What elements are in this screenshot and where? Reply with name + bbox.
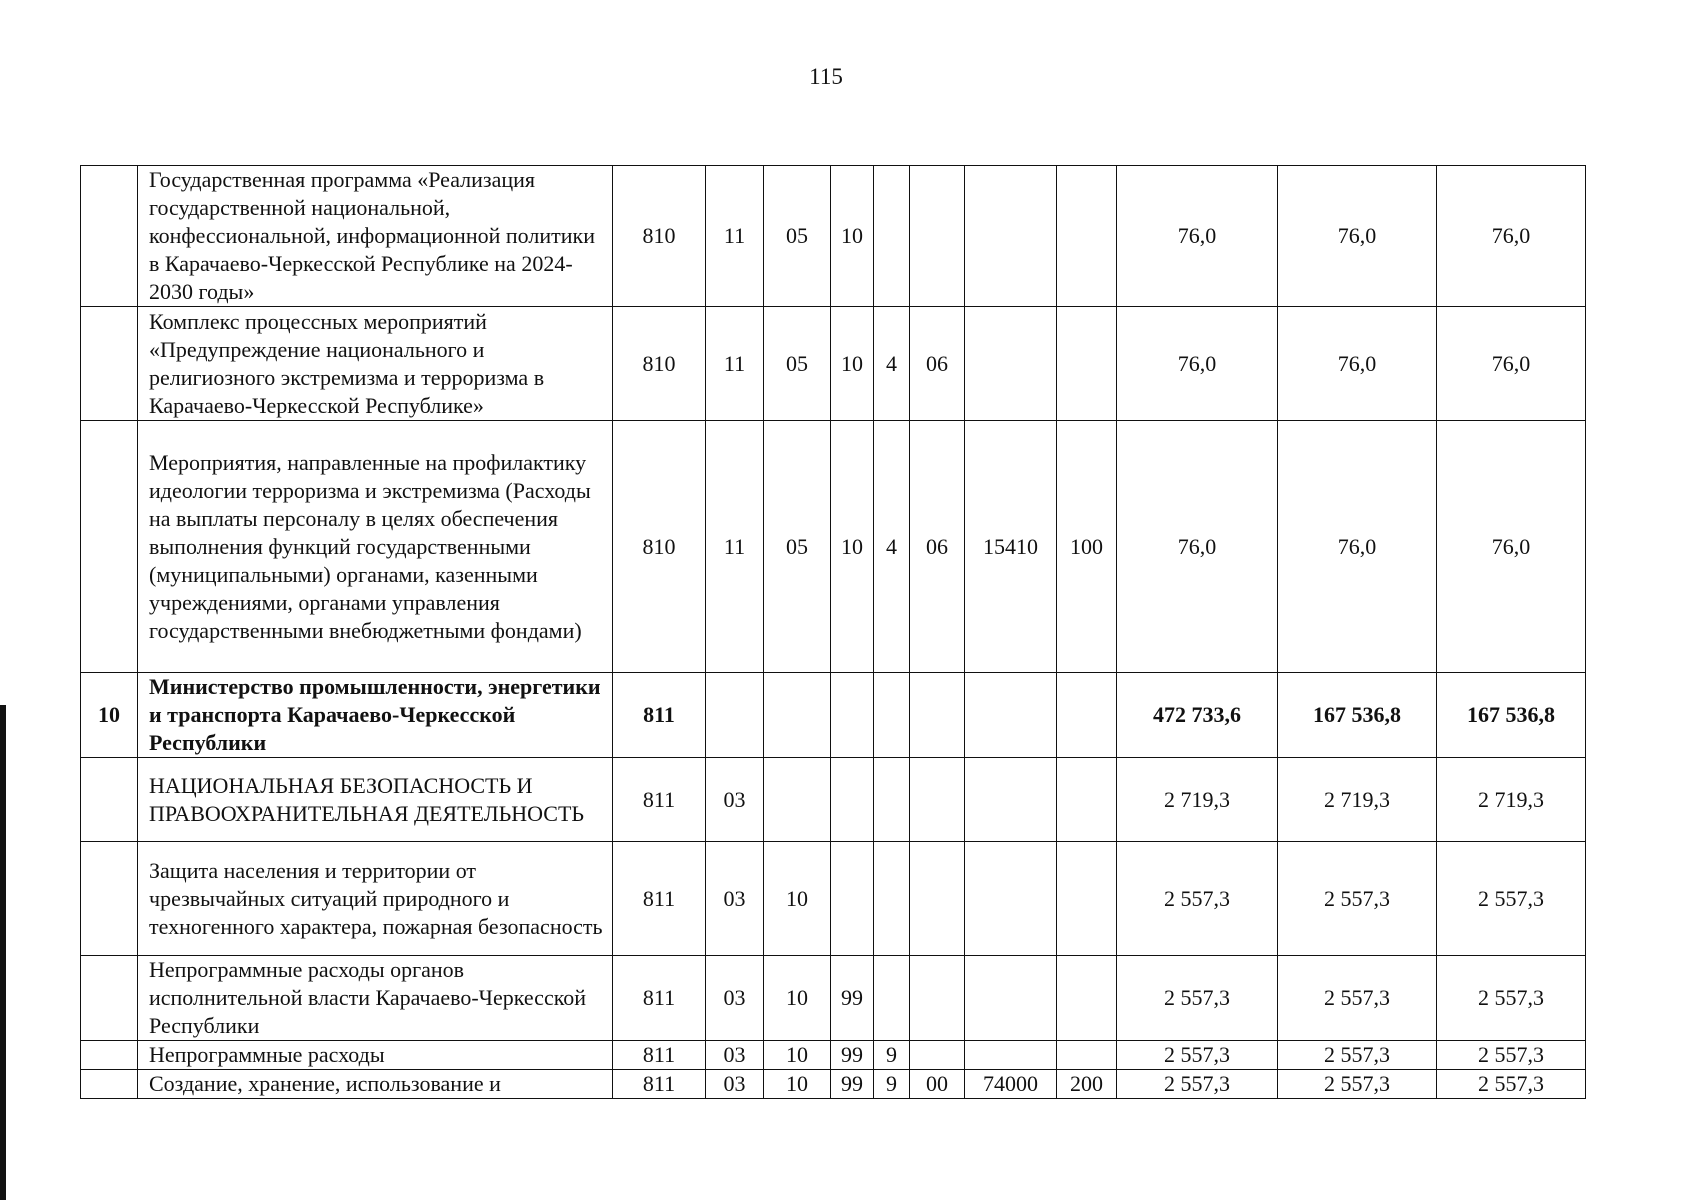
section-code-cell: 03 [706,1070,764,1099]
target-article-subprogram-cell: 4 [874,307,910,421]
subsection-code-cell [764,758,831,842]
row-name-cell: Защита населения и территории от чрезвычайных ситуаций природного и техногенного характера, пожарная безопасность [138,842,613,956]
amount-year3-cell: 2 557,3 [1437,1041,1586,1070]
row-name-cell: Создание, хранение, использование и [138,1070,613,1099]
subsection-code-cell: 10 [764,956,831,1041]
amount-year2-cell: 2 557,3 [1278,1041,1437,1070]
section-code-cell: 03 [706,1041,764,1070]
subsection-code-cell: 10 [764,1041,831,1070]
table-row [81,758,1586,842]
ministry-code-cell: 811 [613,842,706,956]
subsection-code-cell: 10 [764,1070,831,1099]
table-row [81,1070,1586,1099]
ministry-code-cell: 811 [613,956,706,1041]
table-row [81,842,1586,956]
row-number-cell [81,758,138,842]
amount-year3-cell: 76,0 [1437,421,1586,673]
row-name-cell: Мероприятия, направленные на профилактику идеологии терроризма и экстремизма (Расходы на выплаты персоналу в целях обеспечения выполнения функций государственными (муниципальными) органами, казенными учреждениями, органами управления государственными внебюджетными фондами) [138,421,613,673]
budget-table-body [81,166,1586,1099]
row-name-cell: Государственная программа «Реализация государственной национальной, конфессиональной, информационной политики в Карачаево-Черкесской Республике на 2024-2030 годы» [138,166,613,307]
page-number: 115 [809,64,843,89]
amount-year3-cell: 167 536,8 [1437,673,1586,758]
section-code-cell: 03 [706,956,764,1041]
row-name-cell: Комплекс процессных мероприятий «Предупреждение национального и религиозного экстремизма и терроризма в Карачаево-Черкесской Республике» [138,307,613,421]
target-article-group-cell [910,842,965,956]
section-code-cell: 11 [706,166,764,307]
target-article-program-cell [831,842,874,956]
target-article-subprogram-cell [874,956,910,1041]
amount-year2-cell: 167 536,8 [1278,673,1437,758]
target-article-group-cell [910,1041,965,1070]
target-article-subprogram-cell [874,166,910,307]
target-article-direction-cell [965,307,1057,421]
target-article-subprogram-cell: 4 [874,421,910,673]
subsection-code-cell: 05 [764,166,831,307]
expense-type-cell [1057,1041,1117,1070]
amount-year1-cell: 2 557,3 [1117,1070,1278,1099]
target-article-subprogram-cell [874,673,910,758]
row-name-cell: Министерство промышленности, энергетики и транспорта Карачаево-Черкесской Республики [138,673,613,758]
target-article-program-cell: 10 [831,307,874,421]
table-row [81,307,1586,421]
amount-year2-cell: 2 557,3 [1278,1070,1437,1099]
target-article-subprogram-cell: 9 [874,1070,910,1099]
target-article-program-cell: 10 [831,166,874,307]
budget-table [80,165,1586,1099]
amount-year1-cell: 76,0 [1117,421,1278,673]
row-number-cell [81,421,138,673]
amount-year1-cell: 2 719,3 [1117,758,1278,842]
section-code-cell: 03 [706,758,764,842]
target-article-direction-cell: 74000 [965,1070,1057,1099]
row-number-cell [81,1041,138,1070]
amount-year1-cell: 472 733,6 [1117,673,1278,758]
target-article-subprogram-cell: 9 [874,1041,910,1070]
subsection-code-cell: 10 [764,842,831,956]
ministry-code-cell: 811 [613,1070,706,1099]
amount-year3-cell: 2 557,3 [1437,956,1586,1041]
target-article-group-cell: 06 [910,421,965,673]
amount-year1-cell: 2 557,3 [1117,842,1278,956]
target-article-group-cell [910,166,965,307]
ministry-code-cell: 811 [613,673,706,758]
row-name-cell: Непрограммные расходы [138,1041,613,1070]
ministry-code-cell: 811 [613,1041,706,1070]
row-number-cell [81,307,138,421]
row-number-cell [81,842,138,956]
scan-edge-tick [0,715,3,760]
amount-year3-cell: 76,0 [1437,166,1586,307]
target-article-program-cell: 99 [831,956,874,1041]
expense-type-cell: 100 [1057,421,1117,673]
target-article-subprogram-cell [874,758,910,842]
amount-year3-cell: 2 557,3 [1437,842,1586,956]
expense-type-cell [1057,842,1117,956]
target-article-program-cell [831,673,874,758]
scan-edge-mark [0,705,6,1200]
target-article-group-cell [910,673,965,758]
target-article-program-cell: 10 [831,421,874,673]
target-article-program-cell [831,758,874,842]
table-row [81,673,1586,758]
section-code-cell: 03 [706,842,764,956]
target-article-direction-cell [965,166,1057,307]
expense-type-cell: 200 [1057,1070,1117,1099]
target-article-group-cell [910,758,965,842]
row-name-cell: НАЦИОНАЛЬНАЯ БЕЗОПАСНОСТЬ И ПРАВООХРАНИТЕЛЬНАЯ ДЕЯТЕЛЬНОСТЬ [138,758,613,842]
expense-type-cell [1057,307,1117,421]
amount-year3-cell: 2 719,3 [1437,758,1586,842]
expense-type-cell [1057,956,1117,1041]
amount-year1-cell: 76,0 [1117,307,1278,421]
amount-year2-cell: 2 719,3 [1278,758,1437,842]
row-number-cell [81,956,138,1041]
target-article-program-cell: 99 [831,1070,874,1099]
amount-year2-cell: 2 557,3 [1278,956,1437,1041]
amount-year2-cell: 76,0 [1278,421,1437,673]
section-code-cell [706,673,764,758]
row-name-cell: Непрограммные расходы органов исполнительной власти Карачаево-Черкесской Республики [138,956,613,1041]
ministry-code-cell: 811 [613,758,706,842]
section-code-cell: 11 [706,307,764,421]
amount-year1-cell: 76,0 [1117,166,1278,307]
target-article-subprogram-cell [874,842,910,956]
target-article-group-cell: 00 [910,1070,965,1099]
ministry-code-cell: 810 [613,421,706,673]
amount-year2-cell: 2 557,3 [1278,842,1437,956]
amount-year1-cell: 2 557,3 [1117,1041,1278,1070]
table-row [81,1041,1586,1070]
subsection-code-cell: 05 [764,307,831,421]
target-article-group-cell [910,956,965,1041]
row-number-cell [81,166,138,307]
row-number-cell: 10 [81,673,138,758]
ministry-code-cell: 810 [613,166,706,307]
ministry-code-cell: 810 [613,307,706,421]
table-row [81,166,1586,307]
target-article-direction-cell [965,842,1057,956]
amount-year1-cell: 2 557,3 [1117,956,1278,1041]
target-article-direction-cell [965,956,1057,1041]
amount-year2-cell: 76,0 [1278,166,1437,307]
target-article-direction-cell [965,758,1057,842]
section-code-cell: 11 [706,421,764,673]
target-article-direction-cell [965,673,1057,758]
amount-year3-cell: 2 557,3 [1437,1070,1586,1099]
target-article-group-cell: 06 [910,307,965,421]
subsection-code-cell [764,673,831,758]
table-row [81,956,1586,1041]
table-row [81,421,1586,673]
target-article-program-cell: 99 [831,1041,874,1070]
row-number-cell [81,1070,138,1099]
expense-type-cell [1057,166,1117,307]
expense-type-cell [1057,758,1117,842]
target-article-direction-cell [965,1041,1057,1070]
target-article-direction-cell: 15410 [965,421,1057,673]
subsection-code-cell: 05 [764,421,831,673]
expense-type-cell [1057,673,1117,758]
amount-year2-cell: 76,0 [1278,307,1437,421]
amount-year3-cell: 76,0 [1437,307,1586,421]
